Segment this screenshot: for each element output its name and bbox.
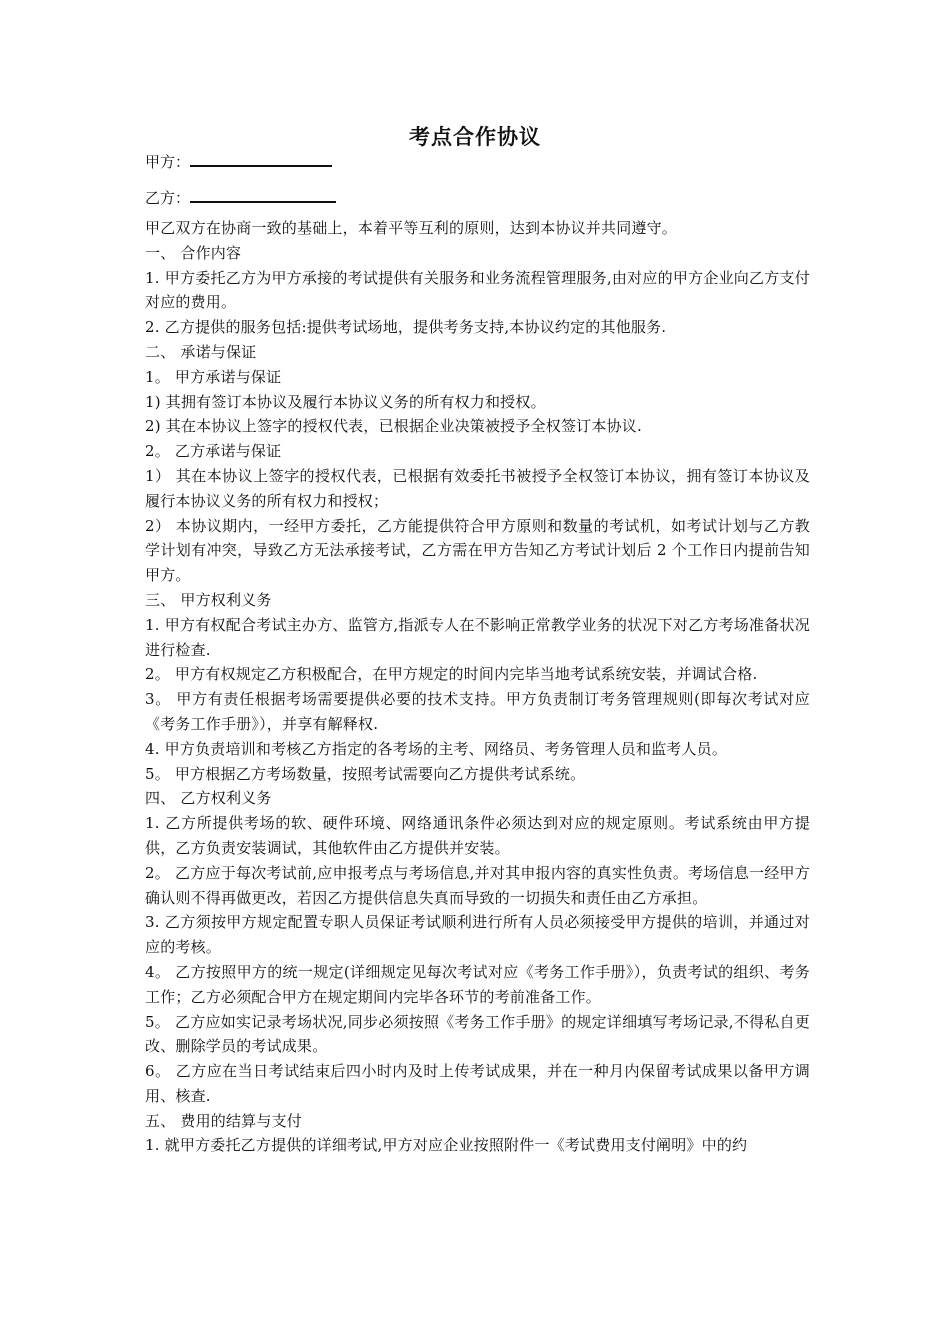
paragraph: 5。 乙方应如实记录考场状况,同步必须按照《考务工作手册》的规定详细填写考场记录,不得私自更改、删除学员的考试成果。 xyxy=(145,1012,810,1056)
party-a-blank xyxy=(190,150,332,167)
paragraph: 1. 就甲方委托乙方提供的详细考试,甲方对应企业按照附件一《考试费用支付阐明》中的约 xyxy=(145,1136,748,1155)
subsection-heading: 2。 乙方承诺与保证 xyxy=(145,442,282,461)
paragraph: 4. 甲方负责培训和考核乙方指定的各考场的主考、网络员、考务管理人员和监考人员。 xyxy=(145,739,728,758)
paragraph: 2) 其在本协议上签字的授权代表，已根据企业决策被授予全权签订本协议. xyxy=(145,417,642,436)
paragraph: 2. 乙方提供的服务包括:提供考试场地，提供考务支持,本协议约定的其他服务. xyxy=(145,318,667,337)
section-heading: 二、 承诺与保证 xyxy=(145,342,257,361)
paragraph: 1. 甲方委托乙方为甲方承接的考试提供有关服务和业务流程管理服务,由对应的甲方企业向乙方支付对应的费用。 xyxy=(145,268,810,312)
party-b-blank xyxy=(190,186,336,203)
section-heading: 五、 费用的结算与支付 xyxy=(145,1111,302,1130)
section-heading: 四、 乙方权利义务 xyxy=(145,789,272,808)
paragraph: 2） 本协议期内，一经甲方委托，乙方能提供符合甲方原则和数量的考试机，如考试计划与乙方教学计划有冲突，导致乙方无法承接考试，乙方需在甲方告知乙方考试计划后 2 个工作日内提前告知甲方。 xyxy=(145,516,810,585)
paragraph: 6。 乙方应在当日考试结束后四小时内及时上传考试成果，并在一种月内保留考试成果以备甲方调用、核查. xyxy=(145,1062,810,1105)
subsection-heading: 1。 甲方承诺与保证 xyxy=(145,367,282,386)
paragraph: 1. 甲方有权配合考试主办方、监管方,指派专人在不影响正常教学业务的状况下对乙方考场准备状况进行检查. xyxy=(145,615,810,659)
paragraph: 1. 乙方所提供考场的软、硬件环境、网络通讯条件必须达到对应的规定原则。考试系统由甲方提供，乙方负责安装调试，其他软件由乙方提供并安装。 xyxy=(145,814,810,857)
party-a-line xyxy=(145,150,332,172)
paragraph: 甲乙双方在协商一致的基础上，本着平等互利的原则，达到本协议并共同遵守。 xyxy=(145,219,678,237)
party-b-label: 乙方： xyxy=(145,189,191,207)
paragraph: 1) 其拥有签订本协议及履行本协议义务的所有权力和授权。 xyxy=(145,392,546,411)
paragraph: 3。 甲方有责任根据考场需要提供必要的技术支持。甲方负责制订考务管理规则(即每次考试对应《考务工作手册》），并享有解释权. xyxy=(145,690,810,733)
section-heading: 三、 甲方权利义务 xyxy=(145,590,272,609)
paragraph: 3. 乙方须按甲方规定配置专职人员保证考试顺利进行所有人员必须接受甲方提供的培训，并通过对应的考核。 xyxy=(145,913,810,957)
paragraph: 4。 乙方按照甲方的统一规定(详细规定见每次考试对应《考务工作手册》），负责考试的组织、考务工作；乙方必须配合甲方在规定期间内完毕各环节的考前准备工作。 xyxy=(145,962,810,1006)
paragraph: 5。 甲方根据乙方考场数量，按照考试需要向乙方提供考试系统。 xyxy=(145,764,586,783)
document-body xyxy=(145,216,810,1158)
party-b-line xyxy=(145,186,336,208)
section-heading: 一、 合作内容 xyxy=(145,243,242,262)
document-title: 考点合作协议 xyxy=(409,125,541,149)
paragraph: 2。 乙方应于每次考试前,应申报考点与考场信息,并对其申报内容的真实性负责。考场信息一经甲方确认则不得再做更改，若因乙方提供信息失真而导致的一切损失和责任由乙方承担。 xyxy=(145,863,810,907)
party-a-label: 甲方： xyxy=(145,153,191,171)
paragraph: 2。 甲方有权规定乙方积极配合，在甲方规定的时间内完毕当地考试系统安装，并调试合格. xyxy=(145,665,758,684)
paragraph: 1） 其在本协议上签字的授权代表，已根据有效委托书被授予全权签订本协议，拥有签订本协议及履行本协议义务的所有权力和授权； xyxy=(145,466,810,510)
